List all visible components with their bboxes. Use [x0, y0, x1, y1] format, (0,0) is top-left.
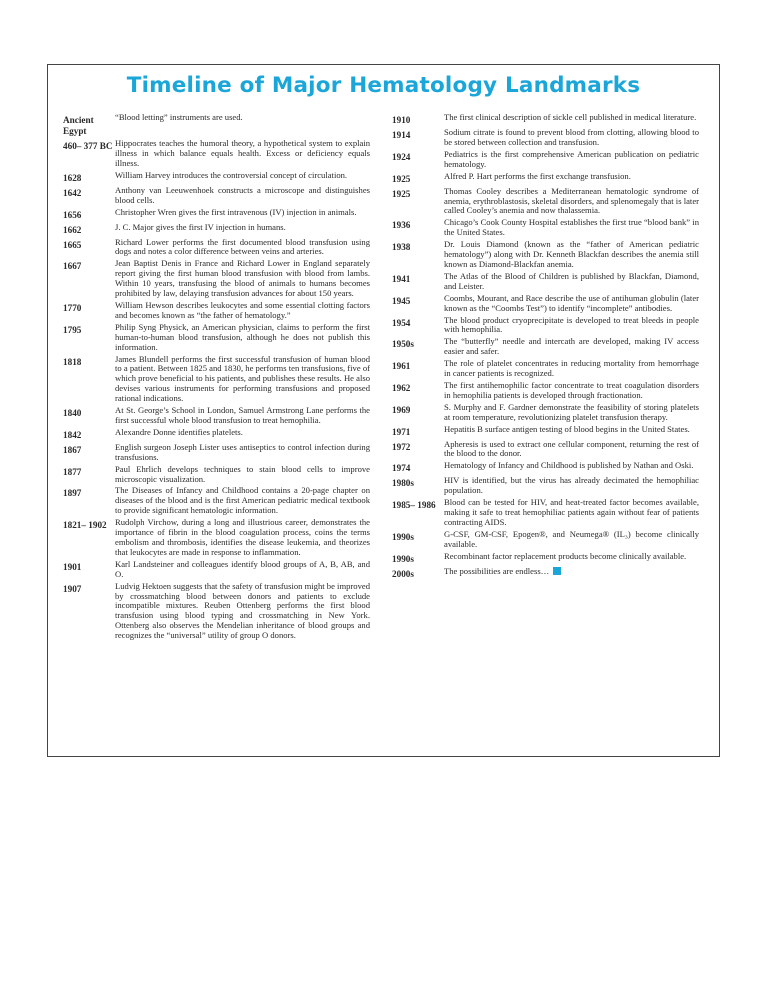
entry-year: 1925 [392, 188, 411, 199]
timeline-entry [392, 240, 699, 270]
entry-year: 1974 [392, 463, 411, 474]
timeline-entry [392, 425, 699, 438]
entry-text: Dr. Louis Diamond (known as the “father of American pediatric hematology”) along with Dr. Kenneth Blackfan describes the anemia still known as Diamond-Blackfan anemia. [444, 239, 699, 269]
entry-text: Anthony van Leeuwenhoek constructs a microscope and distinguishes blood cells. [115, 184, 370, 205]
timeline-entry [392, 187, 699, 217]
entry-text: The possibilities are endless… [444, 567, 699, 577]
timeline-entry [63, 301, 370, 321]
entry-text: HIV is identified, but the virus has already decimated the hemophiliac population. [444, 475, 699, 496]
timeline-entry [63, 465, 370, 485]
timeline-entry [392, 337, 699, 357]
entry-text: The Atlas of the Blood of Children is published by Blackfan, Diamond, and Leister. [444, 270, 699, 291]
end-marker-icon [553, 567, 561, 575]
timeline-entry [392, 150, 699, 170]
timeline-entry [63, 582, 370, 641]
timeline-entry [392, 113, 699, 126]
entry-year: 1971 [392, 426, 411, 437]
timeline-entry [63, 443, 370, 463]
entry-text: Coombs, Mourant, and Race describe the use of antihuman globulin (later known as the “Coombs Test”) to identify “incomplete” antibodies. [444, 292, 699, 313]
entry-text: Chicago’s Cook County Hospital establishes the first true “blood bank” in the United States. [444, 217, 699, 238]
entry-year: 1656 [63, 209, 82, 220]
timeline-entry [63, 323, 370, 353]
entry-year: 1961 [392, 361, 411, 372]
entry-text: The first antihemophilic factor concentrate to treat coagulation disorders in hemophilia patients is developed through fractionation. [444, 379, 699, 400]
entry-text: Apheresis is used to extract one cellular component, returning the rest of the blood to the donor. [444, 438, 699, 459]
entry-year: 1950s [392, 339, 414, 350]
timeline-entry [392, 172, 699, 185]
entry-year: 1840 [63, 408, 82, 419]
entry-year: 1990s [392, 553, 414, 564]
timeline-entry [63, 486, 370, 516]
entry-year: 1662 [63, 224, 82, 235]
timeline-entry [63, 113, 370, 137]
timeline-entry [392, 440, 699, 460]
entry-year: 1897 [63, 488, 82, 499]
timeline-entry [63, 186, 370, 206]
entry-year: 1914 [392, 130, 411, 140]
entry-text: The first clinical description of sickle cell published in medical literature. [444, 112, 697, 122]
timeline-entry [392, 272, 699, 292]
entry-year: 1990s [392, 531, 414, 542]
timeline-entry [63, 208, 370, 221]
entry-year: 1925 [392, 173, 411, 184]
entry-year: 1941 [392, 273, 411, 284]
timeline-entry [392, 476, 699, 496]
entry-year: 1867 [63, 444, 82, 455]
entry-year: 1665 [63, 239, 82, 250]
entry-year: 1842 [63, 429, 82, 440]
timeline-box [47, 64, 720, 757]
timeline-entry [63, 428, 370, 441]
timeline-entry [392, 461, 699, 474]
entry-text: William Harvey introduces the controversial concept of circulation. [115, 169, 348, 180]
entry-text: Hippocrates teaches the humoral theory, a hypothetical system to explain illness in which balance equals health. Excess or deficiency equals illness. [115, 138, 370, 168]
timeline-entry [392, 498, 699, 528]
timeline-entry [63, 259, 370, 299]
timeline-entry [392, 359, 699, 379]
timeline-entry [63, 560, 370, 580]
entry-text: Hematology of Infancy and Childhood is published by Nathan and Oski. [444, 460, 694, 471]
entry-text: J. C. Major gives the first IV injection in humans. [115, 221, 286, 232]
entry-year: 1972 [392, 441, 411, 452]
page-title: Timeline of Major Hematology Landmarks [126, 73, 641, 98]
entry-year: 1642 [63, 187, 82, 198]
entry-year: 2000s [392, 568, 414, 579]
entry-text: G-CSF, GM-CSF, Epogen®, and Neumega® (IL₃) become clinically available. [444, 528, 699, 549]
entry-year: 1770 [63, 302, 82, 313]
entry-text: The blood product cryoprecipitate is developed to treat bleeds in people with hemophilia. [444, 314, 699, 335]
entry-text: James Blundell performs the first successful transfusion of human blood to a patient. Between 1825 and 1830, he performs ten transfusions, five of which prove beneficial to his patients, and publishes these results. He also devises various instruments for performing transfusions and proposed rational indications. [115, 353, 370, 404]
right-column [392, 113, 699, 582]
timeline-entry [63, 139, 370, 169]
entry-year: 1938 [392, 242, 411, 253]
entry-text: Pediatrics is the first comprehensive American publication on pediatric hematology. [444, 148, 699, 169]
entry-text: The role of platelet concentrates in reducing mortality from hemorrhage in cancer patients is recognized. [444, 358, 699, 379]
entry-text: Christopher Wren gives the first intravenous (IV) injection in animals. [115, 206, 357, 217]
timeline-entry [63, 355, 370, 405]
entry-text: Ludvig Hektoen suggests that the safety of transfusion might be improved by crossmatching blood between donors and patients to exclude incompatible mixtures. Reuben Ottenberg performs the first blood transfusion using blood typing and crossmatching in New York. Ottenberg also observes the Mendelian inheritance of blood groups and recognizes the “universal” utility of group O donors. [115, 580, 370, 641]
entry-text: Thomas Cooley describes a Mediterranean hematologic syndrome of anemia, erythroblastosis, skeletal disorders, and splenomegaly that is later called Cooley’s anemia and now thalassemia. [444, 185, 699, 216]
entry-text: English surgeon Joseph Lister uses antiseptics to control infection during transfusions. [115, 441, 370, 462]
entry-year: 1901 [63, 561, 82, 572]
entry-year: 1954 [392, 317, 411, 328]
entry-text: Richard Lower performs the first documented blood transfusion using dogs and notes a color difference between veins and arteries. [115, 236, 370, 257]
timeline-entry [392, 567, 699, 580]
entry-text: Recombinant factor replacement products become clinically available. [444, 550, 687, 561]
entry-text: “Blood letting” instruments are used. [115, 112, 243, 122]
entry-year: 1910 [392, 115, 411, 125]
entry-year: 1962 [392, 382, 411, 393]
entry-text: Blood can be tested for HIV, and heat-treated factor becomes available, making it safe to treat hemophiliac patients again without fear of patients contracting AIDS. [444, 497, 699, 527]
entry-year: 1821– 1902 [63, 520, 107, 531]
entry-year: 1969 [392, 404, 411, 415]
entry-year: 1795 [63, 324, 82, 335]
timeline-entry [392, 294, 699, 314]
entry-text: Alexandre Donne identifies platelets. [115, 426, 243, 437]
entry-text: The Diseases of Infancy and Childhood contains a 20-page chapter on diseases of the blood and is the first American pediatric medical textbook to provide significant hematologic information. [115, 485, 370, 516]
timeline-entry [63, 171, 370, 184]
entry-text: Hepatitis B surface antigen testing of blood begins in the United States. [444, 423, 690, 434]
entry-year: Ancient Egypt [63, 115, 94, 136]
entry-text: At St. George’s School in London, Samuel Armstrong Lane performs the first successful whole blood transfusion to treat hemophilia. [115, 405, 370, 425]
timeline-entry [392, 128, 699, 148]
entry-text: Paul Ehrlich develops techniques to stain blood cells to improve microscopic visualization. [115, 463, 370, 484]
entry-text: Karl Landsteiner and colleagues identify blood groups of A, B, AB, and O. [115, 558, 370, 579]
entry-text: S. Murphy and F. Gardner demonstrate the feasibility of storing platelets at room temperature, revolutionizing platelet transfusion therapy. [444, 401, 699, 422]
timeline-entry [63, 238, 370, 258]
timeline-entry [63, 406, 370, 426]
entry-year: 1936 [392, 220, 411, 231]
entry-text: Jean Baptist Denis in France and Richard Lower in England separately report giving the first human blood transfusion with blood from lambs. Within 10 years, transfusing the blood of animals to humans becomes prohibited by law, delaying transfusion advances for about 150 years. [115, 258, 370, 299]
entry-year: 1924 [392, 151, 411, 162]
entry-text: William Hewson describes leukocytes and some essential clotting factors and becomes known as “the father of hematology.” [115, 299, 370, 320]
entry-year: 1667 [63, 261, 82, 272]
timeline-entry [392, 218, 699, 238]
entry-year: 1907 [63, 583, 82, 594]
timeline-entry [392, 403, 699, 423]
timeline-entry [392, 530, 699, 550]
entry-year: 1877 [63, 466, 82, 477]
entry-year: 1628 [63, 172, 82, 183]
timeline-entry [392, 316, 699, 336]
timeline-entry [392, 552, 699, 565]
entry-year: 1980s [392, 478, 414, 489]
timeline-entry [392, 381, 699, 401]
entry-year: 1945 [392, 295, 411, 306]
entry-text: Rudolph Virchow, during a long and illustrious career, demonstrates the importance of fibrin in the blood coagulation process, coins the terms embolism and thrombosis, identifies the disease leukemia, and theorizes that leukocytes are made in response to inflammation. [115, 517, 370, 557]
entry-text: The “butterfly” needle and intercath are developed, making IV access easier and safer. [444, 336, 699, 357]
entry-year: 1985– 1986 [392, 500, 436, 511]
entry-year: 460– 377 BC [63, 141, 113, 151]
left-column [63, 113, 370, 643]
entry-text: Alfred P. Hart performs the first exchange transfusion. [444, 170, 631, 181]
entry-year: 1818 [63, 356, 82, 367]
timeline-entry [63, 518, 370, 558]
entry-text: Philip Syng Physick, an American physician, claims to perform the first human-to-human blood transfusion, although he does not publish this information. [115, 321, 370, 352]
entry-text: Sodium citrate is found to prevent blood from clotting, allowing blood to be stored between collection and transfusion. [444, 127, 699, 147]
timeline-entry [63, 223, 370, 236]
